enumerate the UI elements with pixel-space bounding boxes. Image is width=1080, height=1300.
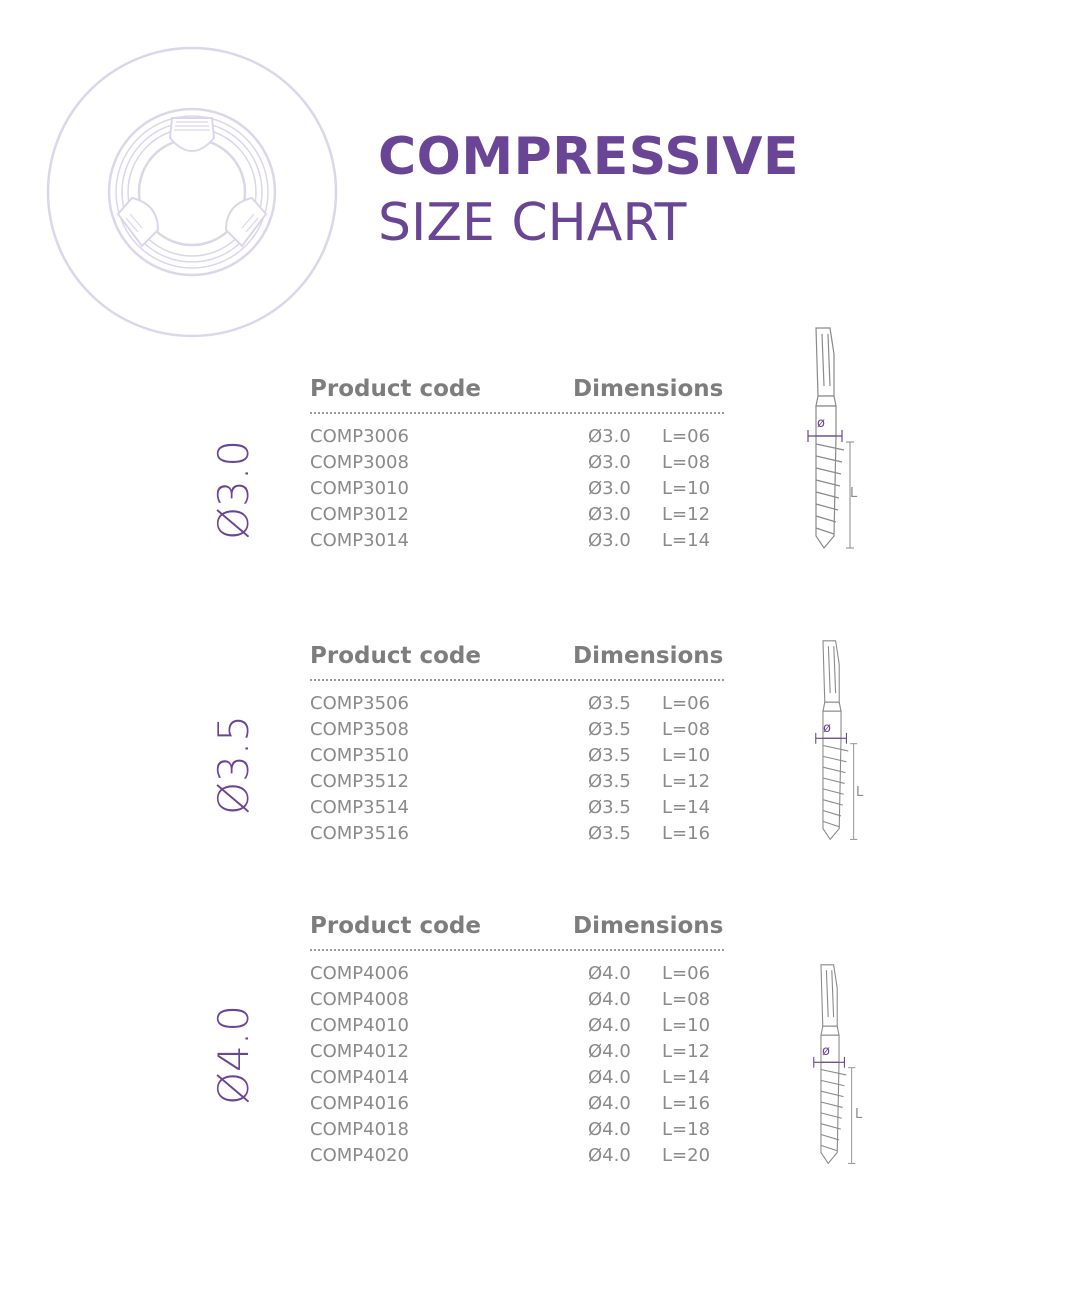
size-section-3-5 [0, 637, 1080, 857]
length-value: L=06 [662, 693, 711, 714]
diameter-value: Ø3.5 [588, 719, 631, 740]
implant-screw-icon [794, 326, 858, 552]
length-value: L=12 [662, 771, 711, 792]
diameter-value: Ø4.0 [588, 1067, 631, 1088]
table-header [310, 641, 724, 681]
product-code: COMP4010 [310, 1015, 409, 1036]
section-diameter-label: Ø3.5 [209, 715, 258, 815]
length-value: L=14 [662, 530, 711, 551]
length-value: L=06 [662, 963, 711, 984]
diameter-value: Ø4.0 [588, 1145, 631, 1166]
implant-diameter-mark: ø [822, 1044, 830, 1059]
diameter-value: Ø4.0 [588, 1041, 631, 1062]
product-code: COMP4006 [310, 963, 409, 984]
length-value: L=14 [662, 797, 711, 818]
implant-diameter-mark: ø [823, 721, 831, 736]
diameter-value: Ø4.0 [588, 1119, 631, 1140]
product-code: COMP3012 [310, 504, 409, 525]
table-row [310, 821, 724, 847]
table-row [310, 1117, 724, 1143]
dimensions-header: Dimensions [573, 376, 724, 402]
product-code: COMP3516 [310, 823, 409, 844]
product-code: COMP3006 [310, 426, 409, 447]
length-value: L=08 [662, 989, 711, 1010]
length-value: L=08 [662, 719, 711, 740]
product-code: COMP4012 [310, 1041, 409, 1062]
table-row [310, 1065, 724, 1091]
table-row [310, 1039, 724, 1065]
diameter-value: Ø3.0 [588, 504, 631, 525]
table-row [310, 987, 724, 1013]
length-value: L=16 [662, 1093, 711, 1114]
table-row [310, 1091, 724, 1117]
product-table [310, 911, 724, 1169]
size-section-3-0 [0, 370, 1080, 590]
diameter-value: Ø3.0 [588, 452, 631, 473]
product-code: COMP4008 [310, 989, 409, 1010]
product-code-header: Product code [310, 643, 481, 669]
dimensions-header: Dimensions [573, 643, 724, 669]
table-header [310, 374, 724, 414]
table-row [310, 502, 724, 528]
diameter-value: Ø3.0 [588, 530, 631, 551]
product-code-header: Product code [310, 913, 481, 939]
table-row [310, 1013, 724, 1039]
product-table [310, 374, 724, 554]
table-body [310, 424, 724, 554]
implant-top-view-icon [46, 46, 338, 338]
length-value: L=12 [662, 504, 711, 525]
size-section-4-0 [0, 907, 1080, 1187]
table-row [310, 1143, 724, 1169]
length-value: L=12 [662, 1041, 711, 1062]
table-row [310, 476, 724, 502]
product-code: COMP4016 [310, 1093, 409, 1114]
product-code: COMP3512 [310, 771, 409, 792]
length-value: L=18 [662, 1119, 711, 1140]
dimensions-header: Dimensions [573, 913, 724, 939]
table-body [310, 691, 724, 847]
diameter-value: Ø3.5 [588, 693, 631, 714]
diameter-value: Ø4.0 [588, 1093, 631, 1114]
table-row [310, 450, 724, 476]
product-code: COMP3008 [310, 452, 409, 473]
diameter-value: Ø3.5 [588, 797, 631, 818]
diameter-value: Ø3.0 [588, 478, 631, 499]
implant-length-mark: L [855, 1107, 863, 1122]
product-code: COMP3514 [310, 797, 409, 818]
length-value: L=20 [662, 1145, 711, 1166]
length-value: L=14 [662, 1067, 711, 1088]
product-code: COMP3508 [310, 719, 409, 740]
table-row [310, 528, 724, 554]
product-code: COMP4020 [310, 1145, 409, 1166]
product-code: COMP3506 [310, 693, 409, 714]
table-row [310, 769, 724, 795]
table-row [310, 424, 724, 450]
section-diameter-label: Ø3.0 [209, 440, 258, 540]
diameter-value: Ø3.5 [588, 745, 631, 766]
length-value: L=10 [662, 1015, 711, 1036]
product-code: COMP4018 [310, 1119, 409, 1140]
implant-screw-icon [800, 639, 864, 843]
table-row [310, 961, 724, 987]
length-value: L=06 [662, 426, 711, 447]
diameter-value: Ø4.0 [588, 989, 631, 1010]
section-diameter-label: Ø4.0 [209, 1005, 258, 1105]
diameter-value: Ø4.0 [588, 1015, 631, 1036]
diameter-value: Ø3.0 [588, 426, 631, 447]
table-row [310, 717, 724, 743]
diameter-value: Ø3.5 [588, 771, 631, 792]
diameter-value: Ø3.5 [588, 823, 631, 844]
product-code: COMP3014 [310, 530, 409, 551]
product-table [310, 641, 724, 847]
product-code-header: Product code [310, 376, 481, 402]
implant-length-mark: L [850, 486, 858, 501]
product-code: COMP4014 [310, 1067, 409, 1088]
product-code: COMP3010 [310, 478, 409, 499]
length-value: L=16 [662, 823, 711, 844]
table-body [310, 961, 724, 1169]
product-code: COMP3510 [310, 745, 409, 766]
page-subtitle: SIZE CHART [378, 193, 687, 253]
page-title: COMPRESSIVE [378, 127, 799, 187]
table-row [310, 743, 724, 769]
table-row [310, 795, 724, 821]
diameter-value: Ø4.0 [588, 963, 631, 984]
table-row [310, 691, 724, 717]
length-value: L=08 [662, 452, 711, 473]
implant-diameter-mark: ø [817, 416, 825, 431]
length-value: L=10 [662, 745, 711, 766]
length-value: L=10 [662, 478, 711, 499]
implant-length-mark: L [856, 785, 864, 800]
table-header [310, 911, 724, 951]
implant-screw-icon [798, 963, 862, 1167]
